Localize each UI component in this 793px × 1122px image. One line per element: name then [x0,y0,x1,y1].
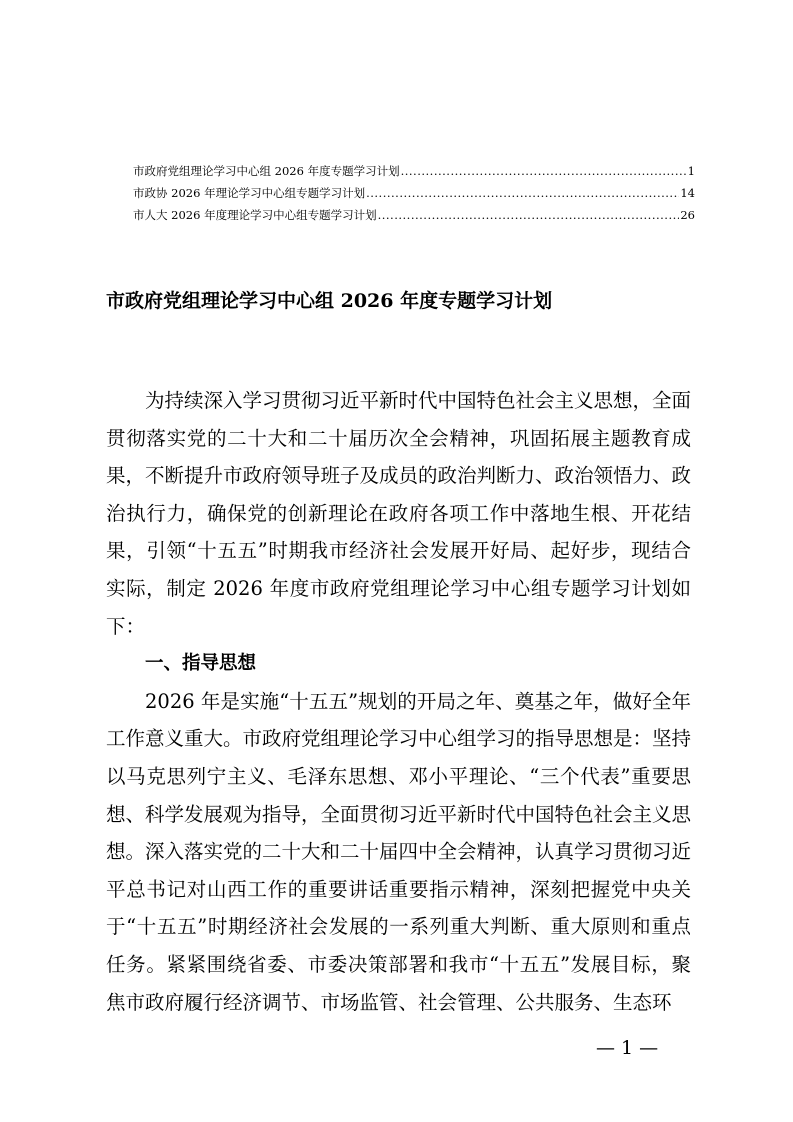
section-heading: 一、指导思想 [145,653,257,675]
toc-leader-dots [366,182,679,204]
document-title: 市政府党组理论学习中心组 2026 年度专题学习计划 [106,290,553,312]
toc-entry-title: 市政协 2026 年理论学习中心组专题学习计划 [133,186,366,200]
toc-entry-title: 市人大 2026 年度理论学习中心组专题学习计划 [133,208,377,222]
toc-leader-dots [401,160,687,182]
toc-entry-title: 市政府党组理论学习中心组 2026 年度专题学习计划 [133,164,400,178]
toc-entry[interactable] [133,160,695,182]
toc-entry-page: 26 [680,208,695,222]
toc-entry[interactable] [133,182,695,204]
table-of-contents [133,160,695,226]
toc-entry-page: 14 [680,186,695,200]
toc-entry-page: 1 [687,164,695,178]
intro-paragraph: 为持续深入学习贯彻习近平新时代中国特色社会主义思想，全面贯彻落实党的二十大和二十届历次全会精神，巩固拓展主题教育成果，不断提升市政府领导班子及成员的政治判断力、政治领悟力、政治执行力，确保党的创新理论在政府各项工作中落地生根、开花结果，引领“十五五”时期我市经济社会发展开好局、起好步，现结合实际，制定 2026 年度市政府党组理论学习中心组专题学习计划如下： [106,389,692,638]
page-number: — 1 — [596,1037,659,1059]
toc-leader-dots [378,204,680,226]
document-body [106,382,691,1021]
toc-entry[interactable] [133,204,695,226]
section-paragraph: 2026 年是实施“十五五”规划的开局之年、奠基之年，做好全年工作意义重大。市政府党组理论学习中心组学习的指导思想是：坚持以马克思列宁主义、毛泽东思想、邓小平理论、“三个代表”重要思想、科学发展观为指导，全面贯彻习近平新时代中国特色社会主义思想。深入落实党的二十大和二十届四中全会精神，认真学习贯彻习近平总书记对山西工作的重要讲话重要指示精神，深刻把握党中央关于“十五五”时期经济社会发展的一系列重大判断、重大原则和重点任务。紧紧围绕省委、市委决策部署和我市“十五五”发展目标，聚焦市政府履行经济调节、市场监管、社会管理、公共服务、生态环 [106,689,692,1014]
